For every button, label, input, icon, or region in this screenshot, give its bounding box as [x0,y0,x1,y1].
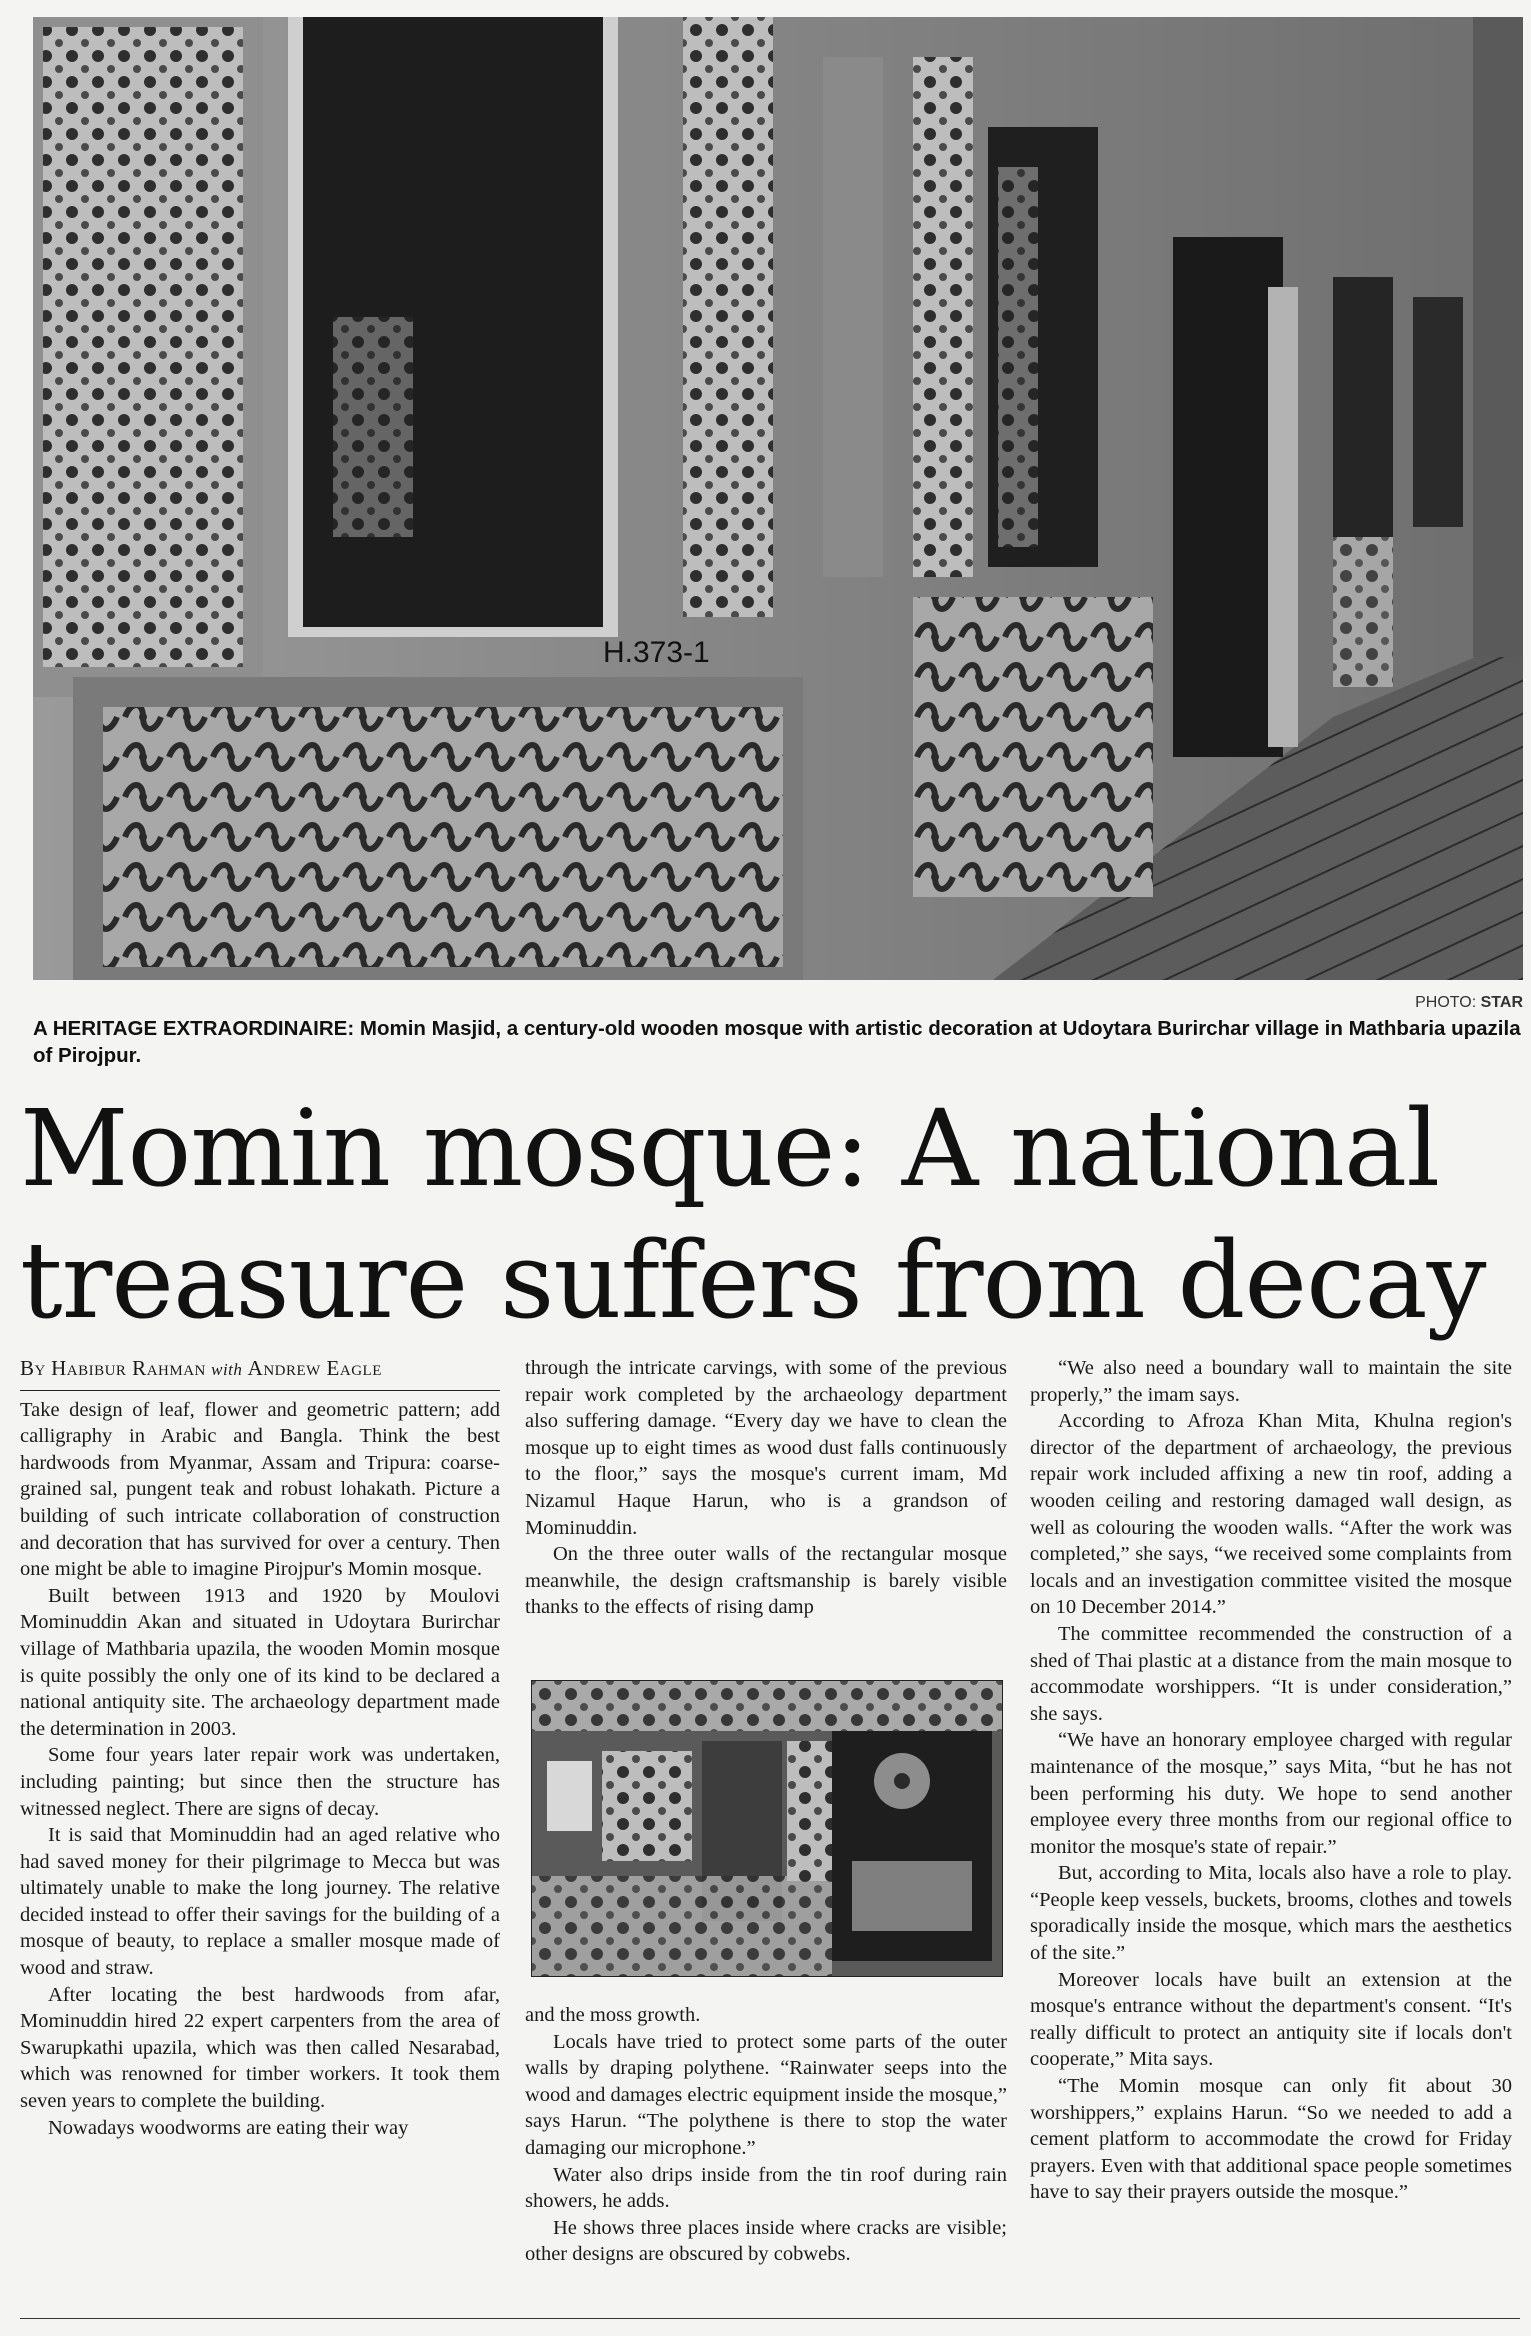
paragraph: Some four years later repair work was undertaken, including painting; but since then the structure has witnessed neglect. There are signs of decay. [20,1744,500,1820]
paragraph: He shows three places inside where cracks are visible; other designs are obscured by cobwebs. [525,2216,1007,2266]
paragraph: Nowadays woodworms are eating their way [48,2116,409,2139]
paragraph: After locating the best hardwoods from afar, Mominuddin hired 22 expert carpenters from the area of Swarupkathi upazila, which was then called Nesarabad, which was renowned for timber workers. It took them seven years to complete the building. [20,1983,500,2113]
paragraph: Moreover locals have built an extension at the mosque's entrance without the department's consent. “It's really difficult to protect an antiquity site if locals don't cooperate,” Mita says. [1030,1968,1512,2071]
paragraph: Locals have tried to protect some parts of the outer walls by draping polythene. “Rainwater seeps into the wood and damages electric equipment inside the mosque,” says Harun. “The polythene is there to stop the water damaging our microphone.” [525,2030,1007,2159]
paragraph: through the intricate carvings, with some of the previous repair work completed by the archaeology department also suffering damage. “Every day we have to clean the mosque up to eight times as wood dust falls continuously to the floor,” says the mosque's current imam, Md Nizamul Haque Harun, who is a grandson of Mominuddin. [525,1357,1007,1539]
paragraph: On the three outer walls of the rectangular mosque meanwhile, the design craftsmanship is barely visible thanks to the effects of rising damp [525,1543,1007,1619]
photo-credit-source: STAR [1480,994,1523,1011]
photo-marking: H.373-1 [603,636,710,669]
paragraph: Water also drips inside from the tin roof during rain showers, he adds. [525,2163,1007,2213]
main-photo [33,17,1523,980]
paragraph: It is said that Mominuddin had an aged relative who had saved money for their pilgrimage to Mecca but was ultimately unable to make the long journey. The relative decided instead to offer their savings for the building of a mosque of beauty, to replace a smaller mosque made of wood and straw. [20,1824,500,1980]
photo-credit [1415,994,1523,1012]
byline-author-2: Andrew Eagle [247,1356,382,1380]
paragraph: Built between 1913 and 1920 by Moulovi Mominuddin Akan and situated in Udoytara Burirchar village of Mathbaria upazila, the wooden Momin mosque is quite possibly the only one of its kind to be declared a national antiquity site. The archaeology department made the determination in 2003. [20,1584,500,1740]
paragraph: But, according to Mita, locals also have a role to play. “People keep vessels, buckets, brooms, clothes and towels sporadically inside the mosque, which mars the aesthetics of the site.” [1030,1862,1512,1965]
paragraph: and the moss growth. [525,2004,701,2026]
headline: Momin mosque: A national treasure suffers from decay [20,1087,1486,1342]
bottom-rule [20,2318,1520,2319]
inset-photo [531,1680,1003,1977]
byline [20,1355,500,1391]
byline-with: with [211,1360,243,1379]
paragraph: “We also need a boundary wall to maintain the site properly,” the imam says. [1030,1357,1512,1406]
article-column-2 [525,1355,1007,1621]
paragraph: According to Afroza Khan Mita, Khulna region's director of the department of archaeology, the previous repair work included affixing a new tin roof, adding a wooden ceiling and restoring damaged wall design, as well as colouring the wooden walls. “After the work was completed,” she says, “we received some complaints from locals and an investigation committee visited the mosque on 10 December 2014.” [1030,1410,1512,1619]
paragraph: “We have an honorary employee charged with regular maintenance of the mosque,” says Mita, “but he has not been performing his duty. We hope to send another employee every three months from our regional office to monitor the mosque's state of repair.” [1030,1729,1512,1858]
paragraph: Take design of leaf, flower and geometric pattern; add calligraphy in Arabic and Bangla. Think the best hardwoods from Myanmar, Assam and Tripura: coarse-grained sal, pungent teak and robust lohakath. Picture a building of such intricate collaboration of construction and decoration that has survived for over a century. Then one might be able to imagine Pirojpur's Momin mosque. [20,1398,500,1581]
byline-by: By [20,1356,46,1380]
paragraph: The committee recommended the construction of a shed of Thai plastic at a distance from the main mosque to accommodate worshippers. “It is under consideration,” she says. [1030,1622,1512,1725]
article-column-2-continued [525,2002,1007,2268]
byline-author-1: Habibur Rahman [51,1356,206,1380]
paragraph: “The Momin mosque can only fit about 30 worshippers,” explains Harun. “So we needed to add a cement platform to accommodate the crowd for Friday prayers. Even with that additional space people sometimes have to say their prayers outside the mosque.” [1030,2075,1512,2204]
photo-credit-label: PHOTO: [1415,994,1477,1011]
photo-caption: A HERITAGE EXTRAORDINAIRE: Momin Masjid, a century-old wooden mosque with artistic decoration at Udoytara Burirchar village in Mathbaria upazila of Pirojpur. [33,1017,1521,1067]
article-column-1 [20,1355,500,2141]
article-column-3 [1030,1355,1512,2206]
